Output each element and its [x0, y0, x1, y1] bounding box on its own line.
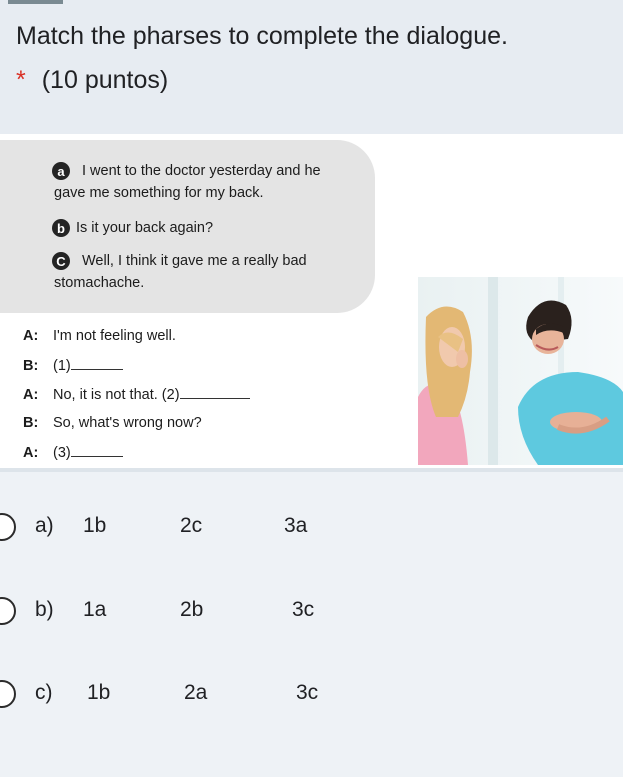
speaker-label: A:: [23, 328, 39, 344]
dialogue-line: [23, 328, 176, 344]
phrase-a-line-1: I went to the doctor yesterday and he: [82, 163, 321, 179]
dialogue-text: I'm not feeling well.: [53, 328, 176, 344]
dialogue-text: (3): [53, 445, 71, 461]
speaker-label: B:: [23, 358, 39, 374]
speaker-label: B:: [23, 415, 39, 431]
dialogue-line: [23, 357, 123, 374]
option-c[interactable]: [0, 673, 623, 713]
answer-blank: [71, 357, 123, 370]
radio-button[interactable]: [0, 680, 16, 708]
answer-blank: [180, 386, 250, 399]
dialogue-text: No, it is not that. (2): [53, 387, 180, 403]
phrase-badge-c: C: [52, 252, 70, 270]
dialogue-text: (1): [53, 358, 71, 374]
answer-blank: [71, 444, 123, 457]
option-a[interactable]: [0, 506, 623, 546]
option-label: c): [35, 681, 53, 704]
question-image: [0, 134, 623, 469]
header-accent-bar: [8, 0, 63, 4]
option-pair: 2b: [180, 598, 204, 621]
phrase-badge-b: b: [52, 219, 70, 237]
phrase-c-line-1: Well, I think it gave me a really bad: [82, 253, 307, 269]
points-label: (10 puntos): [41, 66, 169, 94]
section-divider: [0, 468, 623, 472]
option-label: a): [35, 514, 54, 537]
radio-button[interactable]: [0, 513, 16, 541]
option-label: b): [35, 598, 54, 621]
dialogue-text: So, what's wrong now?: [53, 415, 202, 431]
phrase-a-line-2: gave me something for my back.: [54, 185, 264, 201]
option-pair: 1b: [87, 681, 111, 704]
dialogue-line: [23, 386, 250, 403]
question-points: [16, 66, 168, 95]
option-pair: 2c: [180, 514, 203, 537]
question-header: [0, 0, 623, 134]
question-title: Match the pharses to complete the dialogue.: [16, 22, 508, 50]
speaker-label: A:: [23, 387, 39, 403]
phrase-badge-a: a: [52, 162, 70, 180]
phrase-b-line-1: Is it your back again?: [76, 220, 214, 236]
speaker-label: A:: [23, 445, 39, 461]
option-pair: 3a: [284, 514, 308, 537]
required-mark: *: [16, 66, 26, 94]
dialogue-line: [23, 444, 123, 461]
option-pair: 1a: [83, 598, 107, 621]
option-pair: 2a: [184, 681, 208, 704]
option-b[interactable]: [0, 590, 623, 630]
option-pair: 1b: [83, 514, 107, 537]
phrase-c-line-2: stomachache.: [54, 275, 145, 291]
sick-women-photo: [418, 277, 623, 465]
option-pair: 3c: [296, 681, 319, 704]
option-pair: 3c: [292, 598, 315, 621]
radio-button[interactable]: [0, 597, 16, 625]
dialogue-line: [23, 415, 202, 431]
